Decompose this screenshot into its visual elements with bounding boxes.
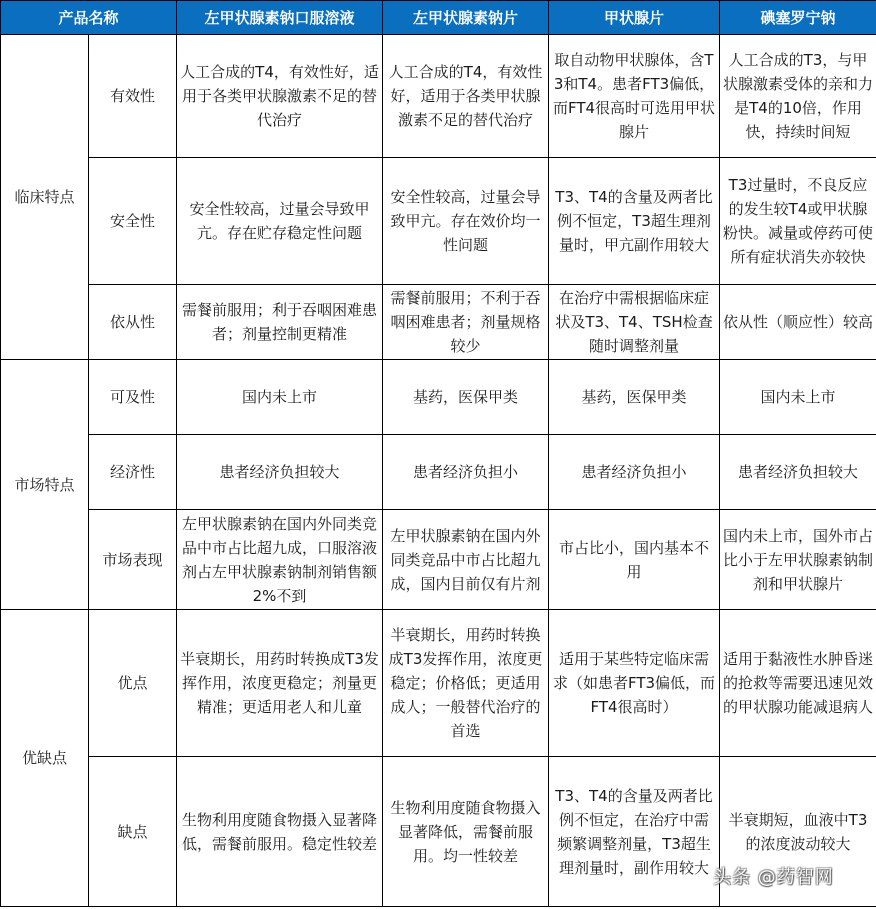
value-cell: 人工合成的T3，与甲状腺激素受体的亲和力是T4的10倍，作用快，持续时间短 bbox=[720, 35, 876, 158]
value-cell: 在治疗中需根据临床症状及T3、T4、TSH检查随时调整剂量 bbox=[549, 285, 720, 360]
table-row bbox=[1, 435, 876, 510]
value-cell: 患者经济负担较大 bbox=[177, 435, 383, 510]
value-cell: 生物利用度随食物摄入显著降低，需餐前服用。稳定性较差 bbox=[177, 757, 383, 907]
value-cell: T3过量时，不良反应的发生较T4或甲状腺粉快。减量或停药可使所有症状消失亦较快 bbox=[720, 158, 876, 285]
value-cell: 左甲状腺素钠在国内外同类竞品中市占比超九成，口服溶液剂占左甲状腺素钠制剂销售额2%不到 bbox=[177, 510, 383, 610]
value-cell: 基药，医保甲类 bbox=[549, 360, 720, 435]
value-cell: 国内未上市 bbox=[177, 360, 383, 435]
group-market: 市场特点 bbox=[1, 360, 89, 610]
value-cell: 适用于黏液性水肿昏迷的抢救等需要迅速见效的甲状腺功能减退病人 bbox=[720, 610, 876, 757]
value-cell: 取自动物甲状腺体，含T3和T4。患者FT3偏低，而FT4很高时可选用甲状腺片 bbox=[549, 35, 720, 158]
table-row bbox=[1, 510, 876, 610]
value-cell: 人工合成的T4，有效性好，适用于各类甲状腺激素不足的替代治疗 bbox=[383, 35, 549, 158]
header-product-tablet: 左甲状腺素钠片 bbox=[383, 1, 549, 35]
value-cell: 患者经济负担小 bbox=[549, 435, 720, 510]
value-cell: 国内未上市 bbox=[720, 360, 876, 435]
header-product-oral-solution: 左甲状腺素钠口服溶液 bbox=[177, 1, 383, 35]
attribute-cell: 市场表现 bbox=[89, 510, 177, 610]
table-row bbox=[1, 360, 876, 435]
attribute-cell: 优点 bbox=[89, 610, 177, 757]
table-row bbox=[1, 285, 876, 360]
header-product-thyroid-tablet: 甲状腺片 bbox=[549, 1, 720, 35]
value-cell: 左甲状腺素钠在国内外同类竞品中市占比超九成，国内目前仅有片剂 bbox=[383, 510, 549, 610]
attribute-cell: 缺点 bbox=[89, 757, 177, 907]
value-cell: 依从性（顺应性）较高 bbox=[720, 285, 876, 360]
value-cell: 基药，医保甲类 bbox=[383, 360, 549, 435]
value-cell: 人工合成的T4，有效性好，适用于各类甲状腺激素不足的替代治疗 bbox=[177, 35, 383, 158]
watermark: 头条 @药智网 bbox=[713, 867, 834, 888]
group-pros-cons: 优缺点 bbox=[1, 610, 89, 907]
value-cell: 需餐前服用；不利于吞咽困难患者；剂量规格较少 bbox=[383, 285, 549, 360]
value-cell: 需餐前服用；利于吞咽困难患者；剂量控制更精准 bbox=[177, 285, 383, 360]
value-cell: T3、T4的含量及两者比例不恒定，T3超生理剂量时，甲亢副作用较大 bbox=[549, 158, 720, 285]
value-cell: 安全性较高，过量会导致甲亢。存在贮存稳定性问题 bbox=[177, 158, 383, 285]
value-cell: 半衰期短，血液中T3的浓度波动较大 bbox=[720, 757, 876, 907]
value-cell: 国内未上市，国外市占比小于左甲状腺素钠制剂和甲状腺片 bbox=[720, 510, 876, 610]
header-row bbox=[1, 1, 876, 35]
group-clinical: 临床特点 bbox=[1, 35, 89, 360]
attribute-cell: 依从性 bbox=[89, 285, 177, 360]
value-cell: 生物利用度随食物摄入显著降低，需餐前服用。均一性较差 bbox=[383, 757, 549, 907]
value-cell: 患者经济负担小 bbox=[383, 435, 549, 510]
value-cell: 市占比小，国内基本不用 bbox=[549, 510, 720, 610]
table-row bbox=[1, 35, 876, 158]
table-row bbox=[1, 610, 876, 757]
header-product-liothyronine: 碘塞罗宁钠 bbox=[720, 1, 876, 35]
attribute-cell: 安全性 bbox=[89, 158, 177, 285]
table-row bbox=[1, 158, 876, 285]
value-cell: 适用于某些特定临床需求（如患者FT3偏低，而FT4很高时） bbox=[549, 610, 720, 757]
attribute-cell: 可及性 bbox=[89, 360, 177, 435]
attribute-cell: 有效性 bbox=[89, 35, 177, 158]
value-cell: 患者经济负担较大 bbox=[720, 435, 876, 510]
header-product-name: 产品名称 bbox=[1, 1, 177, 35]
value-cell: 安全性较高，过量会导致甲亢。存在效价均一性问题 bbox=[383, 158, 549, 285]
value-cell: 半衰期长，用药时转换成T3发挥作用，浓度更稳定；剂量更精准；更适用老人和儿童 bbox=[177, 610, 383, 757]
value-cell: 半衰期长，用药时转换成T3发挥作用，浓度更稳定；价格低；更适用成人；一般替代治疗的首选 bbox=[383, 610, 549, 757]
attribute-cell: 经济性 bbox=[89, 435, 177, 510]
value-cell: T3、T4的含量及两者比例不恒定，在治疗中需频繁调整剂量，T3超生理剂量时，副作用较大 bbox=[549, 757, 720, 907]
